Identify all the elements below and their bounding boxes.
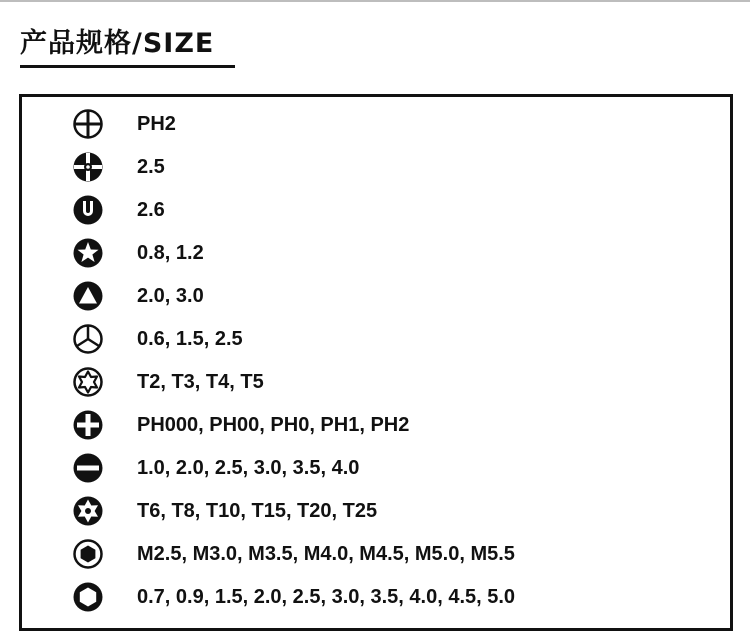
spec-row [22,235,722,271]
spec-row [22,278,722,314]
spec-row [22,149,722,185]
spec-label: T6, T8, T10, T15, T20, T25 [137,500,378,522]
spec-row [22,407,722,443]
phillips-outline-icon [72,108,104,140]
spec-label: PH000, PH00, PH0, PH1, PH2 [137,414,410,436]
triangle-icon [72,280,104,312]
spec-label: T2, T3, T4, T5 [137,371,264,393]
spec-row [22,321,722,357]
spec-row [22,493,722,529]
spec-label: PH2 [137,113,176,135]
spec-row [22,450,722,486]
four-point-tri-wing-icon [72,151,104,183]
pentalobe-star-icon [72,237,104,269]
spec-label: 2.6 [137,199,165,221]
spec-label: 0.7, 0.9, 1.5, 2.0, 2.5, 3.0, 3.5, 4.0, 4.5, 5.0 [137,586,516,608]
slotted-icon [72,452,104,484]
torx-outline-icon [72,366,104,398]
spec-row [22,579,722,615]
spec-label: 0.8, 1.2 [137,242,204,264]
u-shape-icon [72,194,104,226]
title-underline [20,65,235,68]
hex-outline-icon [72,581,104,613]
y-tri-point-icon [72,323,104,355]
security-torx-icon [72,495,104,527]
spec-row [22,192,722,228]
hex-socket-icon [72,538,104,570]
phillips-solid-icon [72,409,104,441]
spec-label: 1.0, 2.0, 2.5, 3.0, 3.5, 4.0 [137,457,360,479]
page-title: 产品规格/SIZE [20,28,215,59]
spec-table [19,94,733,631]
spec-label: 2.5 [137,156,165,178]
spec-row [22,364,722,400]
spec-row [22,536,722,572]
spec-label: M2.5, M3.0, M3.5, M4.0, M4.5, M5.0, M5.5 [137,543,515,565]
spec-label: 0.6, 1.5, 2.5 [137,328,243,350]
top-divider [0,0,750,2]
spec-label: 2.0, 3.0 [137,285,204,307]
spec-row [22,106,722,142]
